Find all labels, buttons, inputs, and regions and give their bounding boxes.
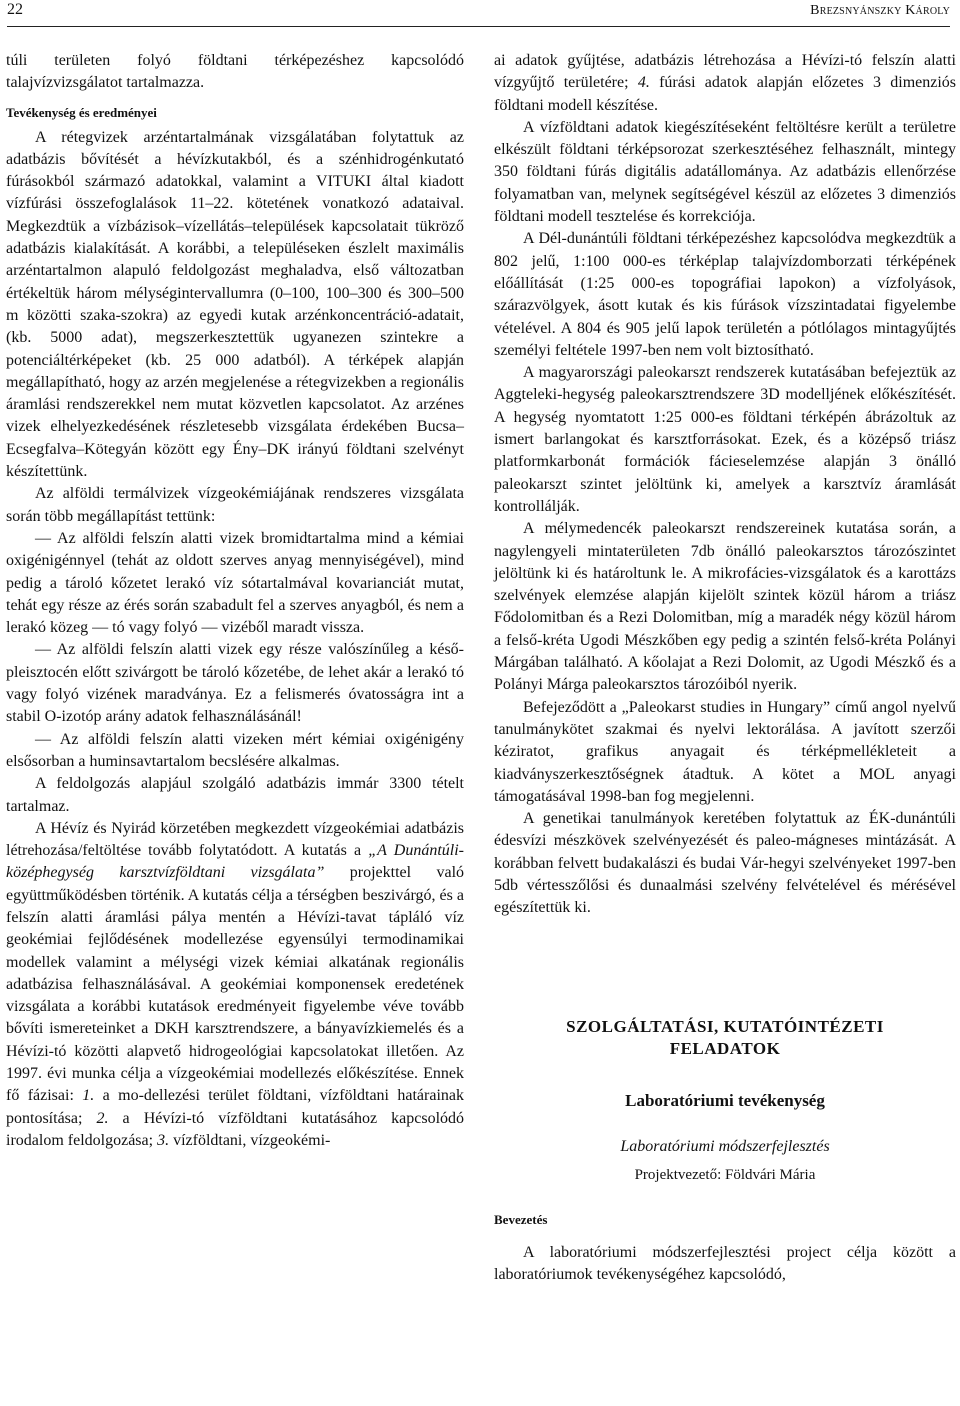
dash-list-item: — Az alföldi felszín alatti vizek bromidtartalma mind a kémiai oxigénigénnyel (tehát az oldott szerves anyag mennyiségével), mind pedig a tároló kőzetet lerakó víz sótartalmával kovarianciát mutat, tehát egy része az érés során szabadult fel a szerves anyagból, és nem a lerakó közeg — tó vagy folyó — vizéből maradt vissza.: [6, 529, 464, 637]
page-header: [7, 0, 950, 27]
subsection-title: Laboratóriumi tevékenység: [625, 1090, 825, 1110]
text-run: a Hévízi-tó vízföldtani kutatásához kapcsolódó irodalom feldolgozása;: [6, 1109, 465, 1149]
dash-list-item: — Az alföldi felszín alatti vizek egy része valószínűleg a késő-pleisztocén előtt szivárgott be tároló kőzetébe, de lehet akár a lerakó tó vagy folyó vizének maradványa. Ez a felismerés óvatosságra int a stabil O-izotóp arány adatok felhasználásánál!: [6, 641, 464, 726]
section-title: [494, 1016, 956, 1060]
running-head-author: Brezsnyánszky Károly: [810, 3, 950, 18]
paragraph: A vízföldtani adatok kiegészítéseként feltöltésre került a területre elkészült földtani térképsorozat szerkesztéséhez felhasznált, mintegy 350 földtani fúrás digitális adatállománya. Az adatbázis ellenőrzése folyamatban van, melynek segítségével készül az előzetes 3 dimenziós földtani modell tesztelése és korrekciója.: [494, 118, 956, 226]
paragraph: A genetikai tanulmányok keretében folytattuk az ÉK-dunántúli édesvízi mészkövek szelvényezését és paleo-mágneses mintázását. A korábban felvett budakalászi és budai Vár-hegyi szelvényeket 1997-ben 5db vértesszőlősi és dunaalmási szelvény felvételével és mérésével egészítettük ki.: [494, 810, 956, 917]
paragraph: [6, 818, 464, 1152]
paragraph: A magyarországi paleokarszt rendszerek kutatásában befejeztük az Aggteleki-hegység paleokarsztrendszere 3D modelljének előkészítését. A hegység nyomtatott 1:25 000-es földtani térképén ábrázoltuk az ismert barlangokat és karsztforrásokat. Ezek, és a középső triász platformkarbonát formációk fácieselemzése alapján 3 önálló paleokarszt szintet jelöltünk ki, amelyek a karsztvíz áramlását kontrollálják.: [494, 364, 956, 515]
text-run: vízföldtani, vízgeokémi-: [169, 1131, 331, 1149]
list-number: 4.: [637, 74, 650, 92]
text-run: fúrási adatok alapján előzetes 3 dimenziós földtani modell készítése.: [494, 74, 957, 114]
run-in-heading: Bevezetés: [494, 1211, 548, 1227]
paragraph: A Dél-dunántúli földtani térképezéshez kapcsolódva megkezdtük a 802 jelű, 1:100 000-es térképlap talajvízdomborzati térképének előállítását (1:25 000-es topográfiai lapokon) a vízfolyások, szárazvölgyek, ásott kutak és kis fúrások vízszintadatai figyelembe vételével. A 804 és 905 jelű lapok területén a pótlólagos mintagyűjtés személyi feltétele 1997-ben nem volt biztosítható.: [494, 230, 956, 359]
page-number: 22: [7, 1, 23, 18]
section-title-line: SZOLGÁLTATÁSI, KUTATÓINTÉZETI: [566, 1016, 884, 1036]
list-number: 1.: [82, 1087, 95, 1105]
text-run: projekttel való együttműködésben történik. A kutatás célja a térségben beszivárgó, és a felszín alatti áramlási pálya mentén a Hévízi-tavat tápláló víz geokémiai fejlődésének modellezése egyensúlyi termodinamikai modellek valamint a mélységi vizek kémiai alkatának regionális adatbázisa felhasználásával. A geokémiai komponensek eredetének vizsgálata a korábbi kutatások eredményeit figyelembe véve tovább bővíti ismereteinket a DKH karsztrendszere, a bányavízkiemelés és a Hévízi-tó közötti alapvető hidrogeológiai kapcsolatokat illetően. Az 1997. évi munka célja a vízgeokémiai modellezés előkészítése. Ennek fő fázisai:: [6, 864, 465, 1105]
list-number: 3.: [157, 1131, 170, 1149]
paragraph: Az alföldi termálvizek vízgeokémiájának rendszeres vizsgálata során több megállapítást tettünk:: [6, 485, 464, 525]
list-number: 2.: [96, 1109, 109, 1127]
project-lead: Projektvezető: Földvári Mária: [634, 1166, 816, 1183]
project-title: „A Dunántúli-középhegység karsztvízföldtani vizsgálata”: [6, 842, 465, 882]
section-title-line: FELADATOK: [669, 1038, 781, 1058]
text-run: ai adatok gyűjtése, adatbázis létrehozása a Hévízi-tó felszín alatti vízgyűjtő területére;: [494, 52, 956, 92]
paragraph: Befejeződött a „Paleokarst studies in Hungary” című angol nyelvű tanulmánykötet szakmai és nyelvi lektorálása. A javított szerzői kéziratot, grafikus anyagait és térképmellékleteit a kiadványszerkesztőségnek átadtuk. A kötet a MOL anyagi támogatásával 1998-ban fog megjelenni.: [494, 698, 956, 805]
right-column: [494, 50, 956, 1286]
paragraph: A rétegvizek arzéntartalmának vizsgálatában folytattuk az adatbázis bővítését a hévízkutakból, és a szénhidrogénkutató fúrásokból származó adatokkal, valamint a VITUKI által kiadott vízfúrási összefoglalások 11–22. kötetének vonatkozó adataival. Megkezdtük a vízbázisok–vízellátás–települések kapcsolatait tükröző adatbázis kialakítását. A korábbi, a településeken észlelt maximális arzéntartalmon alapuló feldolgozást meghaladva, első változatban értékeltük három mélységintervallumra (0–100, 100–300 és 300–500 m közötti szaka-szokra) az egyedi kutak arzénkoncentráció-adatait, (kb. 5000 adat), megszerkesztettük ugyanezen szintekre a potenciáltérképeket (kb. 25 000 adatból). A térképek alapján megállapítható, hogy az arzén megjelenése a rétegvizekben a regionális áramlási rendszerekkel nem mutat közvetlen kapcsolatot. Az arzénes vizek elhelyezkedésének részletesebb vizsgálata érdekében Bucsa–Ecsegfalva–Kötegyán között egy Ény–DK irányú földtani szelvényt készítettünk.: [6, 128, 465, 481]
dash-list-item: — Az alföldi felszín alatti vizeken mért kémiai oxigénigény elsősorban a huminsavtartalom becslésére alkalmas.: [6, 730, 464, 770]
run-in-heading: Tevékenység és eredményei: [6, 104, 157, 120]
paragraph: túli területen folyó földtani térképezéshez kapcsolódó talajvízvizsgálatot tartalmazza.: [6, 52, 464, 92]
paragraph: A feldolgozás alapjául szolgáló adatbázis immár 3300 tételt tartalmaz.: [6, 775, 464, 815]
subsubsection-title: Laboratóriumi módszerfejlesztés: [620, 1137, 830, 1155]
left-column: [6, 50, 464, 1152]
text-run: A Hévíz és Nyirád körzetében megkezdett vízgeokémiai adatbázis létrehozása/feltöltése tovább folytatódott. A kutatás a: [6, 819, 464, 860]
paragraph: [494, 50, 956, 117]
paragraph: A laboratóriumi módszerfejlesztési project célja között a laboratóriumok tevékenységéhez kapcsolódó,: [494, 1243, 956, 1283]
paragraph: A mélymedencék paleokarszt rendszereinek kutatása során, a nagylengyeli mintaterületen 7db önálló paleokarsztos tározószintet jelöltünk ki és határoltunk le. A mikrofácies-vizsgálatok és a karottázs szelvények elemzése alapján kijelölt szintek közül három a triász Fődolomitban és a Rezi Dolomitban, míg a maradék négy közül három a felső-kréta Ugodi Mészkőben egy pedig a szintén felső-kréta Polányi Márgában található. A kőolajat a Rezi Dolomit, az Ugodi Mészkő és a Polányi Márga paleokarsztos tározóiból nyerik.: [494, 520, 956, 694]
text-run: a mo-dellezési terület földtani, vízföldtani határainak pontosítása;: [6, 1087, 464, 1127]
